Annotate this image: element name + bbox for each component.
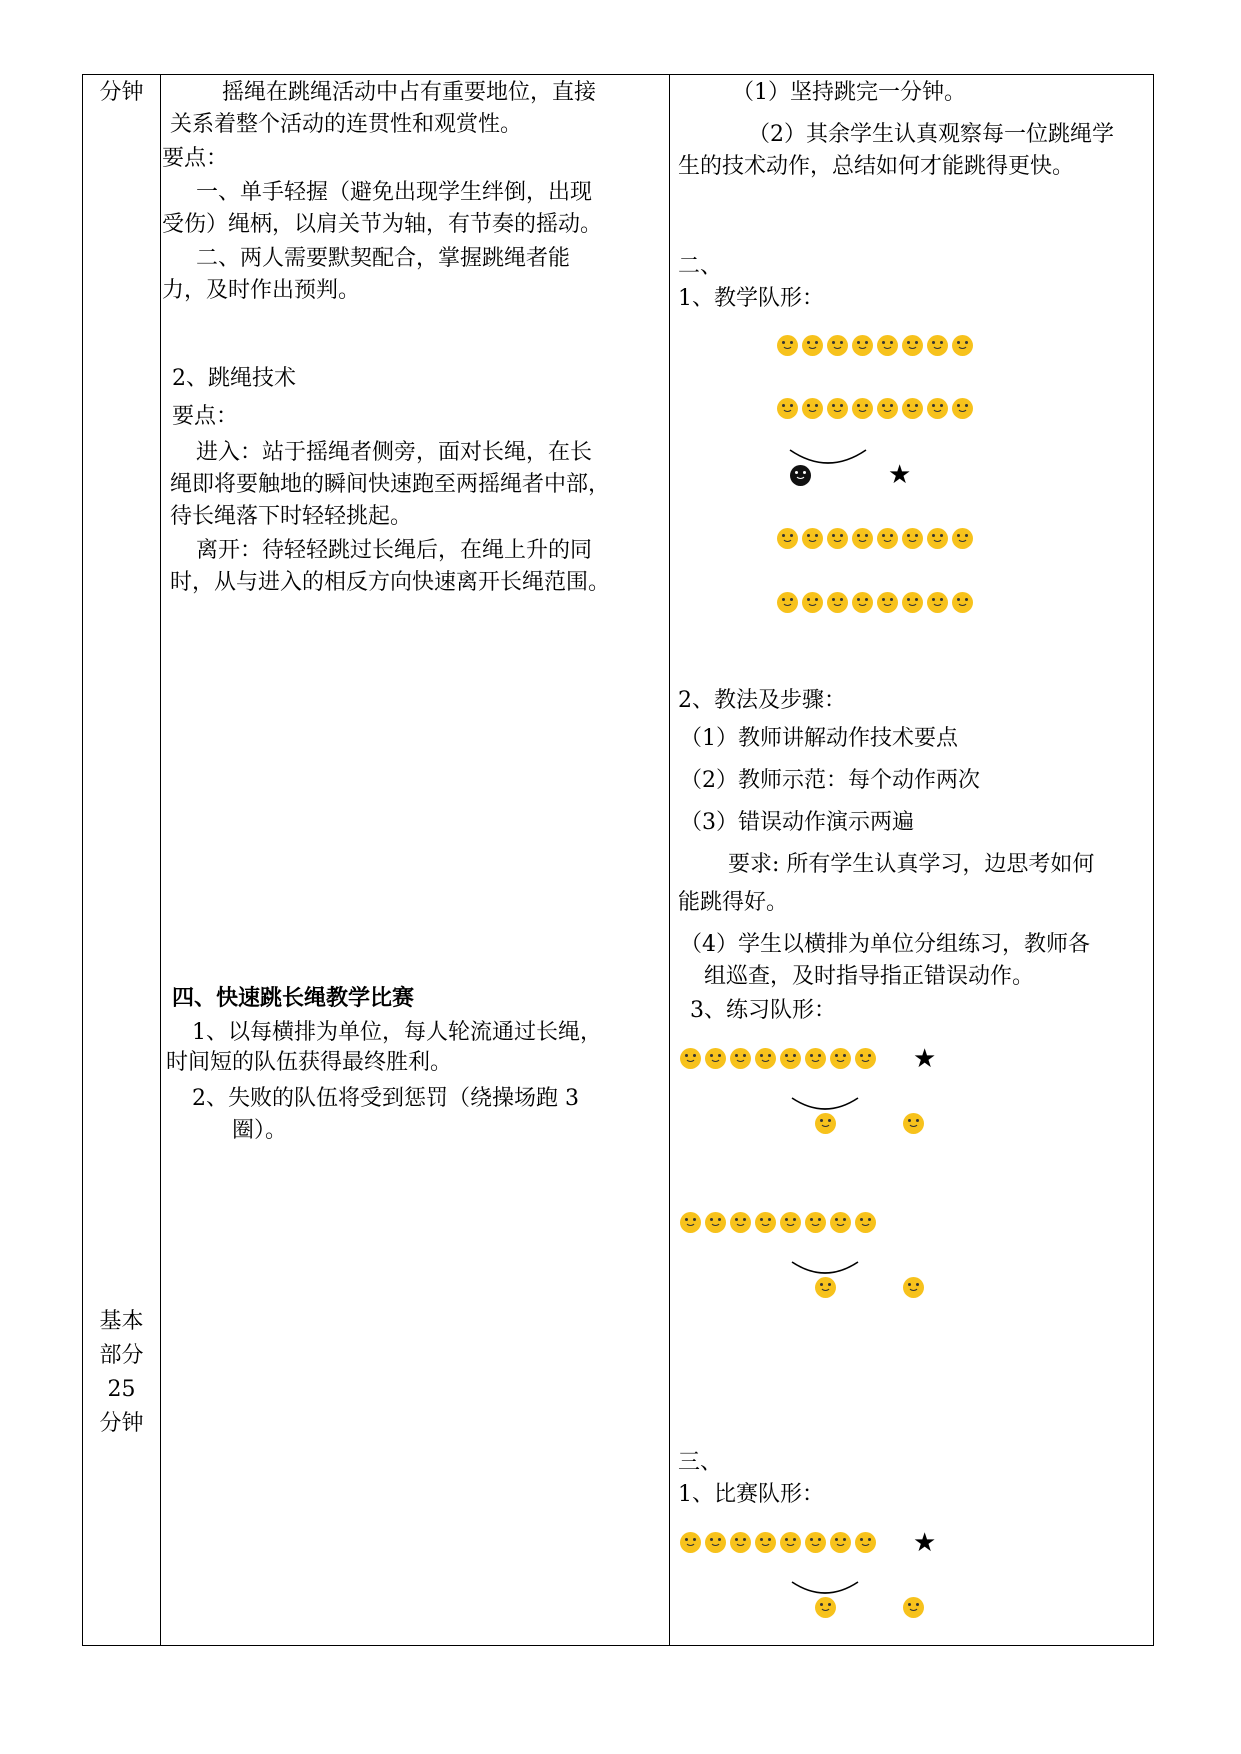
student-smiley-icon <box>852 335 873 356</box>
right-match-label: 1、比赛队形： <box>678 1482 824 1507</box>
student-smiley-icon <box>815 1113 836 1134</box>
rope-turner-smiley <box>815 1277 840 1298</box>
student-smiley-icon <box>777 335 798 356</box>
student-smiley-icon <box>903 1597 924 1618</box>
student-smiley-icon <box>827 335 848 356</box>
table-border-top <box>82 74 1153 75</box>
mid-k2-line1: 二、两人需要默契配合，掌握跳绳者能 <box>196 246 571 271</box>
student-smiley-icon <box>902 592 923 613</box>
right-r2-line1: （2）其余学生认真观察每一位跳绳学 <box>748 122 1114 147</box>
section-label-line-2: 部分 <box>99 1343 144 1368</box>
mid-enter-line3: 待长绳落下时轻轻挑起。 <box>170 504 413 529</box>
student-smiley-icon <box>902 398 923 419</box>
student-smiley-icon <box>815 1597 836 1618</box>
right-sec3-label: 三、 <box>678 1450 723 1475</box>
mid-key-label: 要点： <box>162 146 229 171</box>
right-req-line2: 能跳得好。 <box>678 890 789 915</box>
right-m3: （3）错误动作演示两遍 <box>680 810 914 835</box>
student-smiley-icon <box>927 398 948 419</box>
mid-k1-line1: 一、单手轻握（避免出现学生绊倒，出现 <box>196 180 593 205</box>
mid-s4-rule2-line1: 2、失败的队伍将受到惩罚（绕操场跑 3 <box>192 1086 579 1111</box>
right-r2-line2: 生的技术动作，总结如何才能跳得更快。 <box>678 154 1075 179</box>
section-label-line-3: 25 <box>107 1377 136 1402</box>
student-smiley-icon <box>730 1048 751 1069</box>
student-smiley-icon <box>802 528 823 549</box>
student-smiley-icon <box>680 1212 701 1233</box>
student-smiley-icon <box>830 1212 851 1233</box>
student-smiley-icon <box>877 398 898 419</box>
section-label-line-4: 分钟 <box>99 1411 144 1436</box>
rope-turner-smiley <box>903 1277 928 1298</box>
student-smiley-icon <box>802 592 823 613</box>
student-smiley-icon <box>877 592 898 613</box>
student-smiley-icon <box>780 1048 801 1069</box>
student-smiley-icon <box>830 1532 851 1553</box>
mid-p1-line2: 关系着整个活动的连贯性和观赏性。 <box>170 112 523 137</box>
student-smiley-icon <box>780 1532 801 1553</box>
student-smiley-icon <box>755 1212 776 1233</box>
student-smiley-icon <box>777 398 798 419</box>
mid-enter-line2: 绳即将要触地的瞬间快速跑至两摇绳者中部， <box>170 472 611 497</box>
student-smiley-icon <box>680 1532 701 1553</box>
student-smiley-icon <box>705 1212 726 1233</box>
mid-leave-line2: 时，从与进入的相反方向快速离开长绳范围。 <box>170 570 611 595</box>
right-m4-line2: 组巡查，及时指导指正错误动作。 <box>704 964 1035 989</box>
teaching-formation-row-4 <box>777 592 977 616</box>
match-formation-row <box>680 1532 880 1556</box>
student-smiley-icon <box>827 398 848 419</box>
student-smiley-icon <box>903 1113 924 1134</box>
practice-formation-row-2 <box>680 1212 880 1236</box>
right-m4-line1: （4）学生以横排为单位分组练习，教师各 <box>680 932 1090 957</box>
mid-s4-title: 四、快速跳长绳教学比赛 <box>172 986 415 1011</box>
teacher-icon <box>790 465 811 486</box>
student-smiley-icon <box>730 1212 751 1233</box>
rope-turner-smiley <box>903 1597 928 1618</box>
mid-s4-rule1-line2: 时间短的队伍获得最终胜利。 <box>166 1050 453 1075</box>
student-smiley-icon <box>705 1048 726 1069</box>
student-smiley-icon <box>805 1048 826 1069</box>
student-smiley-icon <box>902 528 923 549</box>
mid-k1-line2: 受伤）绳柄，以肩关节为轴，有节奏的摇动。 <box>162 212 603 237</box>
student-smiley-icon <box>780 1212 801 1233</box>
mid-p1-line1: 摇绳在跳绳活动中占有重要地位，直接 <box>222 80 597 105</box>
student-smiley-icon <box>815 1277 836 1298</box>
right-practice-label: 3、练习队形： <box>690 998 836 1023</box>
mid-s4-rule1-line1: 1、以每横排为单位，每人轮流通过长绳， <box>192 1020 602 1045</box>
section-label-line-1: 基本 <box>99 1309 144 1334</box>
student-smiley-icon <box>730 1532 751 1553</box>
student-smiley-icon <box>927 528 948 549</box>
student-smiley-icon <box>877 528 898 549</box>
student-smiley-icon <box>952 398 973 419</box>
column-divider-1 <box>160 74 161 1646</box>
student-smiley-icon <box>855 1532 876 1553</box>
student-smiley-icon <box>777 592 798 613</box>
student-smiley-icon <box>827 592 848 613</box>
right-req-line1: 要求: 所有学生认真学习，边思考如何 <box>728 852 1095 877</box>
rope-turner-smiley <box>815 1113 840 1134</box>
time-label-top: 分钟 <box>99 80 144 105</box>
student-smiley-icon <box>902 335 923 356</box>
student-smiley-icon <box>705 1532 726 1553</box>
right-method-title: 2、教法及步骤： <box>678 688 846 713</box>
student-smiley-icon <box>680 1048 701 1069</box>
mid-s2-key: 要点： <box>172 404 239 429</box>
student-smiley-icon <box>802 398 823 419</box>
mid-s4-rule2-line2: 圈）。 <box>232 1118 288 1143</box>
student-smiley-icon <box>777 528 798 549</box>
mid-s2-title: 2、跳绳技术 <box>172 366 296 391</box>
teaching-formation-row-1 <box>777 335 977 359</box>
student-smiley-icon <box>755 1048 776 1069</box>
student-smiley-icon <box>852 398 873 419</box>
student-smiley-icon <box>952 528 973 549</box>
student-smiley-icon <box>755 1532 776 1553</box>
right-formation1-label: 1、教学队形： <box>678 286 824 311</box>
teaching-formation-row-3 <box>777 528 977 552</box>
star-icon: ★ <box>888 460 912 490</box>
mid-enter-line1: 进入：站于摇绳者侧旁，面对长绳，在长 <box>196 440 593 465</box>
student-smiley-icon <box>805 1212 826 1233</box>
student-smiley-icon <box>802 335 823 356</box>
mid-k2-line2: 力，及时作出预判。 <box>162 278 361 303</box>
student-smiley-icon <box>827 528 848 549</box>
student-smiley-icon <box>877 335 898 356</box>
rope-turner-smiley <box>903 1113 928 1134</box>
right-m2: （2）教师示范：每个动作两次 <box>680 768 980 793</box>
star-icon: ★ <box>913 1044 937 1074</box>
student-smiley-icon <box>852 592 873 613</box>
student-smiley-icon <box>852 528 873 549</box>
student-smiley-icon <box>927 335 948 356</box>
student-smiley-icon <box>855 1212 876 1233</box>
student-smiley-icon <box>805 1532 826 1553</box>
teaching-formation-row-2 <box>777 398 977 422</box>
star-icon: ★ <box>913 1528 937 1558</box>
student-smiley-icon <box>830 1048 851 1069</box>
column-divider-2 <box>669 74 670 1646</box>
right-m1: （1）教师讲解动作技术要点 <box>680 726 958 751</box>
student-smiley-icon <box>952 592 973 613</box>
right-r1: （1）坚持跳完一分钟。 <box>732 80 966 105</box>
student-smiley-icon <box>855 1048 876 1069</box>
student-smiley-icon <box>927 592 948 613</box>
student-smiley-icon <box>903 1277 924 1298</box>
table-border-right <box>1153 74 1154 1646</box>
rope-turner-smiley <box>815 1597 840 1618</box>
mid-leave-line1: 离开：待轻轻跳过长绳后，在绳上升的同 <box>196 538 593 563</box>
right-sec2-label: 二、 <box>678 254 723 279</box>
table-border-bottom <box>82 1645 1153 1646</box>
student-smiley-icon <box>952 335 973 356</box>
practice-formation-row-1 <box>680 1048 880 1072</box>
